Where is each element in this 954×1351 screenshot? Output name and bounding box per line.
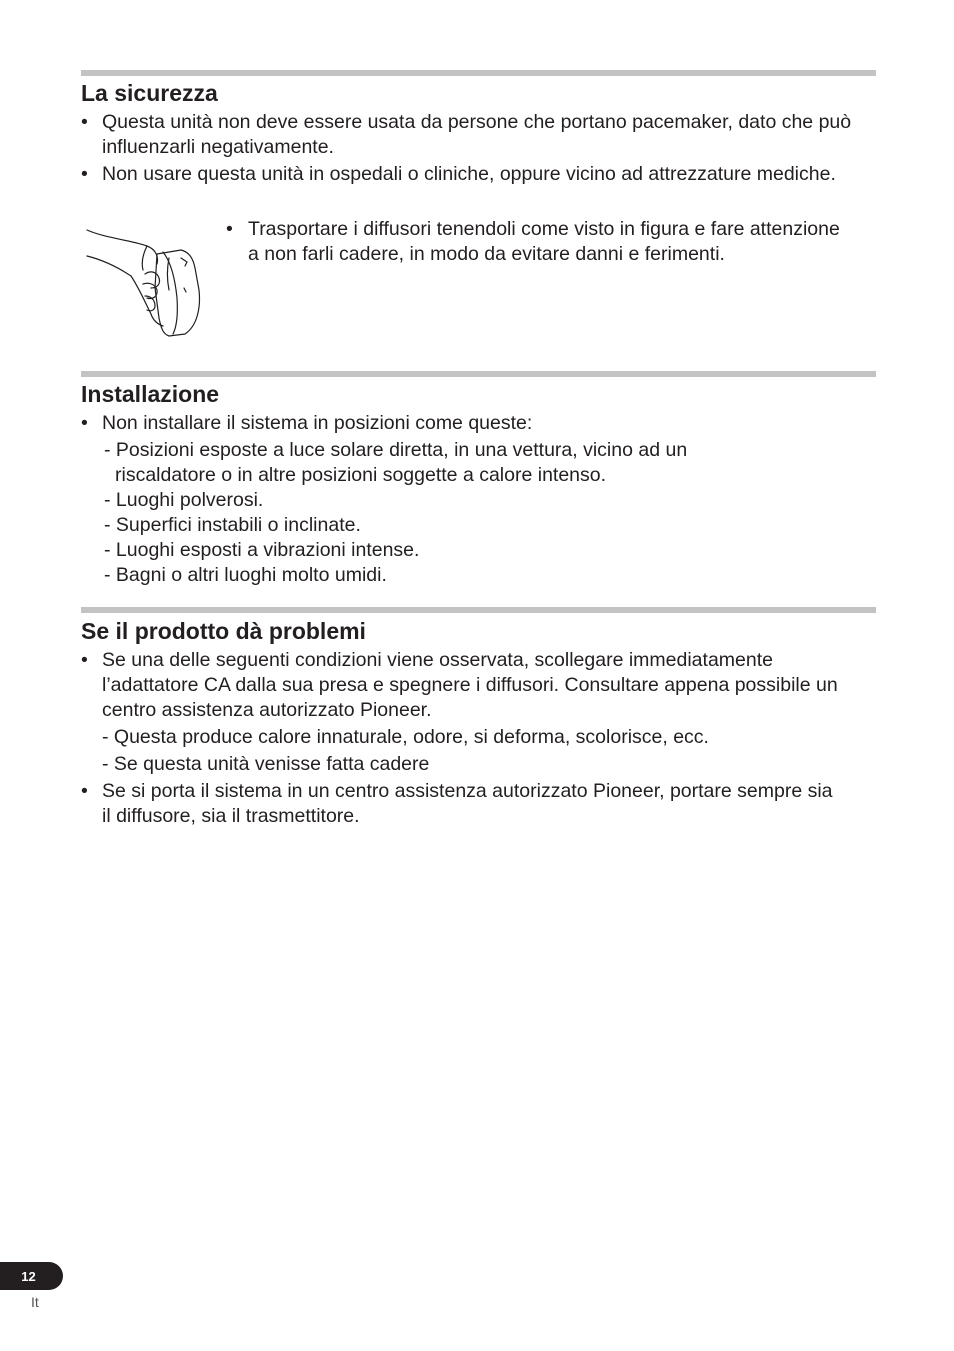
heading-installation: Installazione	[81, 381, 220, 407]
hand-holding-speaker-icon	[85, 218, 210, 340]
problems-bullet-2-text: Se si porta il sistema in un centro assistenza autorizzato Pioneer, portare sempre sia il diffusore, sia il trasmettitore.	[102, 780, 833, 827]
section-divider-installation	[81, 371, 876, 377]
problems-subitem-1: - Questa produce calore innaturale, odore, si deforma, scolorisce, ecc.	[102, 726, 709, 748]
installation-item-3: - Superfici instabili o inclinate.	[104, 514, 361, 536]
bullet-glyph: •	[226, 218, 233, 240]
installation-item-5: - Bagni o altri luoghi molto umidi.	[104, 564, 387, 586]
installation-intro-text: Non installare il sistema in posizioni come queste:	[102, 412, 533, 434]
heading-safety: La sicurezza	[81, 80, 218, 106]
bullet-glyph: •	[81, 780, 88, 802]
installation-item-1: - Posizioni esposte a luce solare diretta, in una vettura, vicino ad un	[104, 439, 688, 461]
safety-bullet-2-text: Non usare questa unità in ospedali o cliniche, oppure vicino ad attrezzature mediche.	[102, 163, 836, 185]
problems-bullet-1-text: Se una delle seguenti condizioni viene osservata, scollegare immediatamente l’adattatore CA dalla sua presa e spegnere i diffusori. Consultare appena possibile un centro assistenza autorizzato Pioneer.	[102, 649, 838, 721]
problems-subitem-2: - Se questa unità venisse fatta cadere	[102, 753, 430, 775]
bullet-glyph: •	[81, 163, 88, 185]
section-divider-problems	[81, 607, 876, 613]
safety-bullet-1-text: Questa unità non deve essere usata da persone che portano pacemaker, dato che può influenzarli negativamente.	[102, 111, 852, 158]
section-divider-safety	[81, 70, 876, 76]
page-number-badge: 12	[0, 1262, 63, 1290]
bullet-glyph: •	[81, 111, 88, 133]
heading-problems: Se il prodotto dà problemi	[81, 618, 366, 644]
bullet-glyph: •	[81, 649, 88, 671]
bullet-glyph: •	[81, 412, 88, 434]
installation-item-2: - Luoghi polverosi.	[104, 489, 264, 511]
safety-bullet-3-text: Trasportare i diffusori tenendoli come visto in figura e fare attenzione a non farli cadere, in modo da evitare danni e ferimenti.	[248, 218, 840, 265]
installation-item-1-cont: riscaldatore o in altre posizioni soggette a calore intenso.	[115, 464, 607, 486]
language-label: It	[31, 1294, 39, 1310]
installation-item-4: - Luoghi esposti a vibrazioni intense.	[104, 539, 420, 561]
